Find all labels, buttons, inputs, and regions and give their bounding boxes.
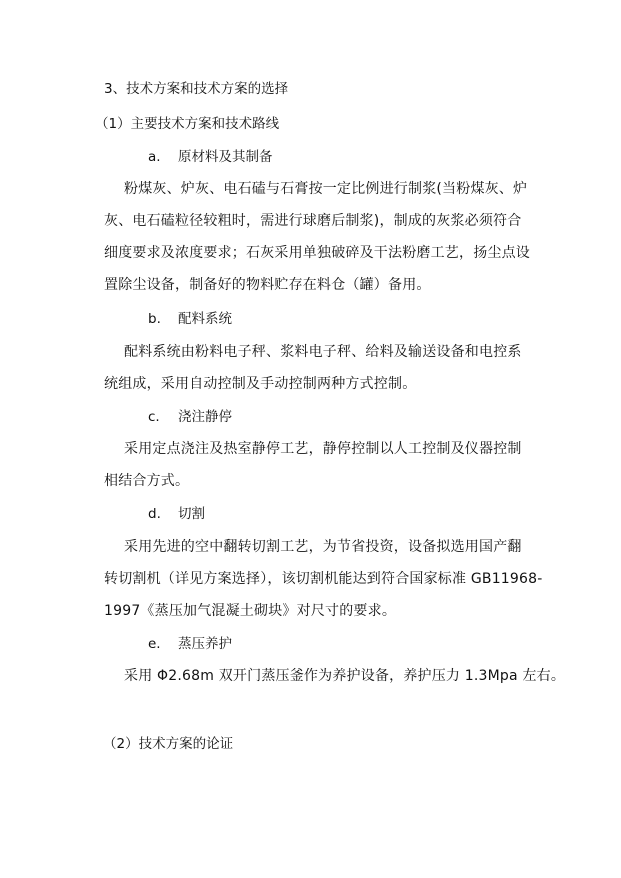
item-c-line-1: 采用定点浇注及热室静停工艺，静停控制以人工控制及仪器控制 [124, 441, 522, 457]
item-e-title: 蒸压养护 [178, 636, 232, 652]
item-a-line-3: 细度要求及浓度要求；石灰采用单独破碎及干法粉磨工艺，扬尘点设 [104, 245, 530, 261]
item-a-line-4: 置除尘设备，制备好的物料贮存在料仓（罐）备用。 [104, 277, 431, 293]
item-a-letter: a. [148, 149, 161, 165]
item-c-title: 浇注静停 [178, 409, 232, 425]
item-d-line-3: 1997《蒸压加气混凝土砌块》对尺寸的要求。 [104, 603, 397, 619]
item-b-line-1: 配料系统由粉料电子秤、浆料电子秤、给料及输送设备和电控系 [124, 344, 522, 360]
item-a-line-1: 粉煤灰、炉灰、电石磕与石膏按一定比例进行制浆(当粉煤灰、炉 [124, 181, 528, 197]
item-b-heading [148, 310, 232, 328]
subsection-1-title: （1）主要技术方案和技术路线 [95, 116, 280, 132]
item-d-line-1: 采用先进的空中翻转切割工艺，为节省投资，设备拟选用国产翻 [124, 539, 522, 555]
item-b-title: 配料系统 [178, 311, 232, 327]
item-a-title: 原材料及其制备 [178, 149, 273, 165]
subsection-2-title: （2）技术方案的论证 [103, 736, 234, 752]
section-title: 3、技术方案和技术方案的选择 [104, 81, 289, 97]
item-e-heading [148, 635, 232, 653]
item-c-letter: c. [148, 409, 160, 425]
item-e-line-1: 采用 Φ2.68m 双开门蒸压釜作为养护设备，养护压力 1.3Mpa 左右。 [124, 668, 566, 684]
item-c-line-2: 相结合方式。 [104, 473, 190, 489]
item-d-title: 切割 [178, 506, 205, 522]
item-e-letter: e. [148, 636, 161, 652]
item-a-heading [148, 148, 273, 166]
item-b-letter: b. [148, 311, 161, 327]
item-c-heading [148, 408, 232, 426]
item-d-letter: d. [148, 506, 161, 522]
item-d-heading [148, 505, 205, 523]
item-b-line-2: 统组成，采用自动控制及手动控制两种方式控制。 [104, 376, 417, 392]
item-a-line-2: 灰、电石磕粒径较粗时，需进行球磨后制浆)，制成的灰浆必须符合 [104, 213, 522, 229]
item-d-line-2: 转切割机（详见方案选择），该切割机能达到符合国家标准 GB11968- [104, 571, 543, 587]
